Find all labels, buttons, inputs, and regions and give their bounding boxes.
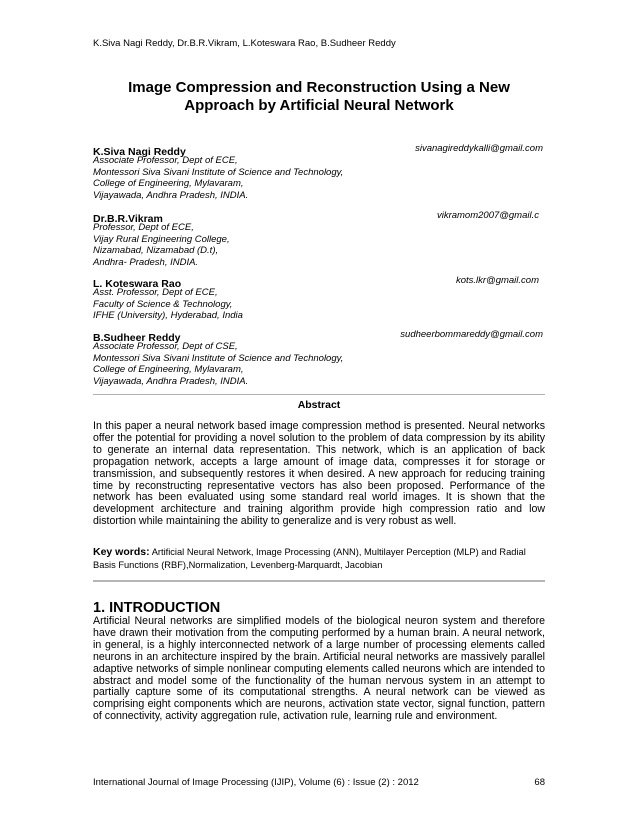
divider <box>93 580 545 582</box>
keywords-text: Artificial Neural Network, Image Processing (ANN), Multilayer Perception (MLP) and Radial Basis Functions (RBF),Normalization, Levenberg-Marquardt, Jacobian <box>93 547 526 570</box>
author-block <box>93 209 545 268</box>
affiliation-line: Vijayawada, Andhra Pradesh, INDIA. <box>93 375 249 387</box>
running-head: K.Siva Nagi Reddy, Dr.B.R.Vikram, L.Koteswara Rao, B.Sudheer Reddy <box>93 38 396 49</box>
page-footer <box>93 777 545 788</box>
author-email: sivanagireddykalli@gmail.com <box>415 143 543 154</box>
author-email: sudheerbommareddy@gmail.com <box>400 329 543 340</box>
abstract-heading: Abstract <box>297 399 341 411</box>
affiliation-line: IFHE (University), Hyderabad, India <box>93 310 243 321</box>
affiliation-line: Montessori Siva Sivani Institute of Science and Technology, <box>93 166 344 178</box>
affiliation-line: Andhra- Pradesh, INDIA. <box>93 256 199 268</box>
author-email: vikramom2007@gmail.c <box>436 210 539 221</box>
affiliation-line: Associate Professor, Dept of ECE, <box>93 155 238 166</box>
affiliation-line: Vijayawada, Andhra Pradesh, INDIA. <box>93 189 249 201</box>
abstract-body: In this paper a neural network based image compression method is presented. Neural networks offer the potential for providing a novel solution to the problem of data compression by its ability to generate an internal data representation. This network, which is an application of back propagation network, accepts a large amount of image data, compresses it for storage or transmission, and subsequently restores it when desired. A new approach for reducing training time by reconstructing representative vectors has also been proposed. Performance of the network has been evaluated using some standard real world images. It is shown that the development architecture and training algorithm provide high compression ratio and low distortion while maintaining the ability to generalize and is very robust as well. <box>93 420 545 528</box>
author-name: L. Koteswara Rao <box>93 278 182 290</box>
affiliation-line: Montessori Siva Sivani Institute of Science and Technology, <box>93 352 344 364</box>
affiliation-line: Faculty of Science & Technology, <box>93 298 233 310</box>
keywords <box>93 546 545 571</box>
section-heading: 1. INTRODUCTION <box>93 600 221 616</box>
author-email: kots.lkr@gmail.com <box>455 275 539 286</box>
affiliation-line: Nizamabad, Nizamabad (D.t), <box>93 245 219 256</box>
author-block <box>93 328 545 387</box>
affiliation-line: Associate Professor, Dept of CSE, <box>93 341 238 352</box>
author-block <box>93 142 545 201</box>
affiliation-line: Vijay Rural Engineering College, <box>93 233 230 245</box>
author-name: K.Siva Nagi Reddy <box>93 146 186 158</box>
divider <box>93 394 545 395</box>
section-body: Artificial Neural networks are simplified models of the biological neuron system and therefore have drawn their motivation from the computing performed by a human brain. A neural network, in general, is a highly interconnected network of a large number of processing elements called neurons in an architecture inspired by the brain. Artificial neural networks are massively parallel adaptive networks of simple nonlinear computing elements called neurons which are intended to abstract and model some of the functionality of the human nervous system in an attempt to partially capture some of its computational strengths. A neural network can be viewed as comprising eight components which are neurons, activation state vector, signal function, pattern of connectivity, activity aggregation rule, activation rule, learning rule and environment. <box>93 615 545 723</box>
affiliation-line: Asst. Professor, Dept of ECE, <box>93 287 218 298</box>
footer-journal: International Journal of Image Processing (IJIP), Volume (6) : Issue (2) : 2012 <box>93 777 419 788</box>
paper-title: Image Compression and Reconstruction Using a New Approach by Artificial Neural Network <box>128 79 510 114</box>
author-name: Dr.B.R.Vikram <box>93 213 163 225</box>
affiliation-line: Professor, Dept of ECE, <box>93 222 194 233</box>
author-block <box>93 274 545 322</box>
affiliation-line: College of Engineering, Mylavaram, <box>93 364 244 375</box>
keywords-label: Key words: <box>93 546 150 558</box>
affiliation-line: College of Engineering, Mylavaram, <box>93 178 244 189</box>
author-name: B.Sudheer Reddy <box>93 332 181 344</box>
page-number: 68 <box>534 777 545 788</box>
